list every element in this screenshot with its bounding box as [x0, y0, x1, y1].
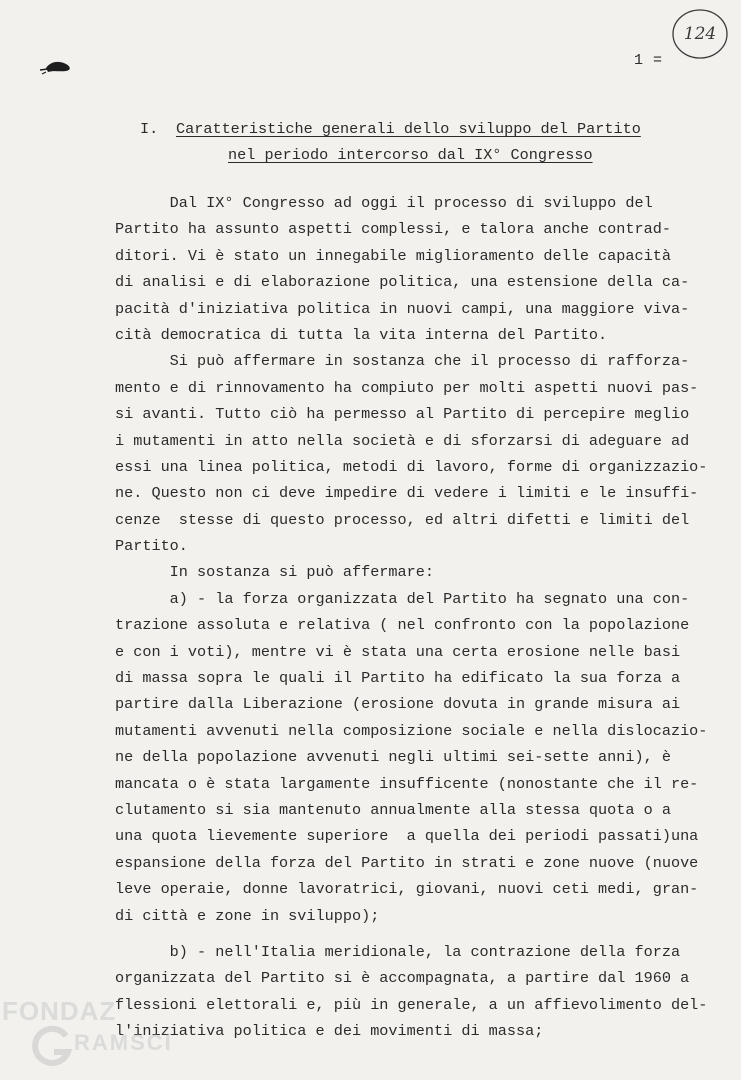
text-line: pacità d'iniziativa politica in nuovi campi, una maggiore viva- — [115, 299, 690, 318]
text-line: a) - la forza organizzata del Partito ha segnato una con- — [115, 589, 690, 608]
text-line: Si può affermare in sostanza che il processo di rafforza- — [115, 352, 690, 371]
text-line: di massa sopra le quali il Partito ha edificato la sua forza a — [115, 669, 681, 688]
text-line: cenze stesse di questo processo, ed altri difetti e limiti del — [115, 510, 690, 529]
text-line: clutamento si sia mantenuto annualmente alla stessa quota o a — [115, 800, 671, 819]
text-line: cità democratica di tutta la vita interna del Partito. — [115, 325, 608, 344]
text-line: e con i voti), mentre vi è stata una certa erosione nelle basi — [115, 642, 681, 661]
watermark-text: FONDAZ — [2, 996, 117, 1026]
text-line: ditori. Vi è stato un innegabile miglioramento delle capacità — [115, 246, 671, 265]
watermark-logo-icon — [30, 1024, 74, 1068]
text-line: essi una linea politica, metodi di lavoro, forme di organizzazio- — [115, 457, 708, 476]
text-line: organizzata del Partito si è accompagnata, a partire dal 1960 a — [115, 969, 690, 988]
section-title — [140, 116, 641, 168]
text-line: Partito ha assunto aspetti complessi, e talora anche contrad- — [115, 220, 671, 239]
text-line: espansione della forza del Partito in strati e zone nuove (nuove — [115, 853, 699, 872]
text-line: mutamenti avvenuti nella composizione sociale e nella dislocazio- — [115, 721, 708, 740]
title-line-1: Caratteristiche generali dello sviluppo del Partito — [176, 120, 641, 138]
ink-blot-mark — [36, 56, 76, 78]
text-line: partire dalla Liberazione (erosione dovuta in grande misura ai — [115, 695, 681, 714]
watermark-text-2: RAMSCI — [74, 1030, 173, 1055]
document-body — [115, 190, 708, 1045]
paragraph-4 — [115, 939, 708, 1045]
text-line: In sostanza si può affermare: — [115, 563, 434, 582]
text-line: trazione assoluta e relativa ( nel confronto con la popolazione — [115, 616, 690, 635]
text-line: flessioni elettorali e, più in generale, a un affievolimento del- — [115, 995, 708, 1014]
folio-number: 124 — [683, 24, 717, 44]
page-number: 1 = — [634, 52, 663, 69]
folio-stamp — [670, 6, 730, 62]
text-line: ne. Questo non ci deve impedire di vedere i limiti e le insuffi- — [115, 484, 699, 503]
text-line: di città e zone in sviluppo); — [115, 906, 380, 925]
text-line: si avanti. Tutto ciò ha permesso al Partito di percepire meglio — [115, 405, 690, 424]
text-line: una quota lievemente superiore a quella dei periodi passati)una — [115, 827, 699, 846]
text-line: mento e di rinnovamento ha compiuto per molti aspetti nuovi pas- — [115, 378, 699, 397]
text-line: mancata o è stata largamente insufficente (nonostante che il re- — [115, 774, 699, 793]
paragraph-gap — [115, 929, 705, 939]
text-line: Partito. — [115, 537, 188, 556]
paragraph-2 — [115, 348, 708, 559]
paragraph-3 — [115, 559, 708, 928]
text-line: l'iniziativa politica e dei movimenti di massa; — [115, 1022, 544, 1041]
title-line-2: nel periodo intercorso dal IX° Congresso — [228, 146, 593, 164]
text-line: ne della popolazione avvenuti negli ultimi sei-sette anni), è — [115, 748, 671, 767]
text-line: di analisi e di elaborazione politica, una estensione della ca- — [115, 273, 690, 292]
paragraph-1 — [115, 190, 705, 348]
text-line: i mutamenti in atto nella società e di sforzarsi di adeguare ad — [115, 431, 690, 450]
text-line: leve operaie, donne lavoratrici, giovani, nuovi ceti medi, gran- — [115, 880, 699, 899]
text-line: b) - nell'Italia meridionale, la contrazione della forza — [115, 942, 681, 961]
text-line: Dal IX° Congresso ad oggi il processo di sviluppo del — [115, 194, 653, 212]
section-number: I. — [140, 120, 159, 138]
